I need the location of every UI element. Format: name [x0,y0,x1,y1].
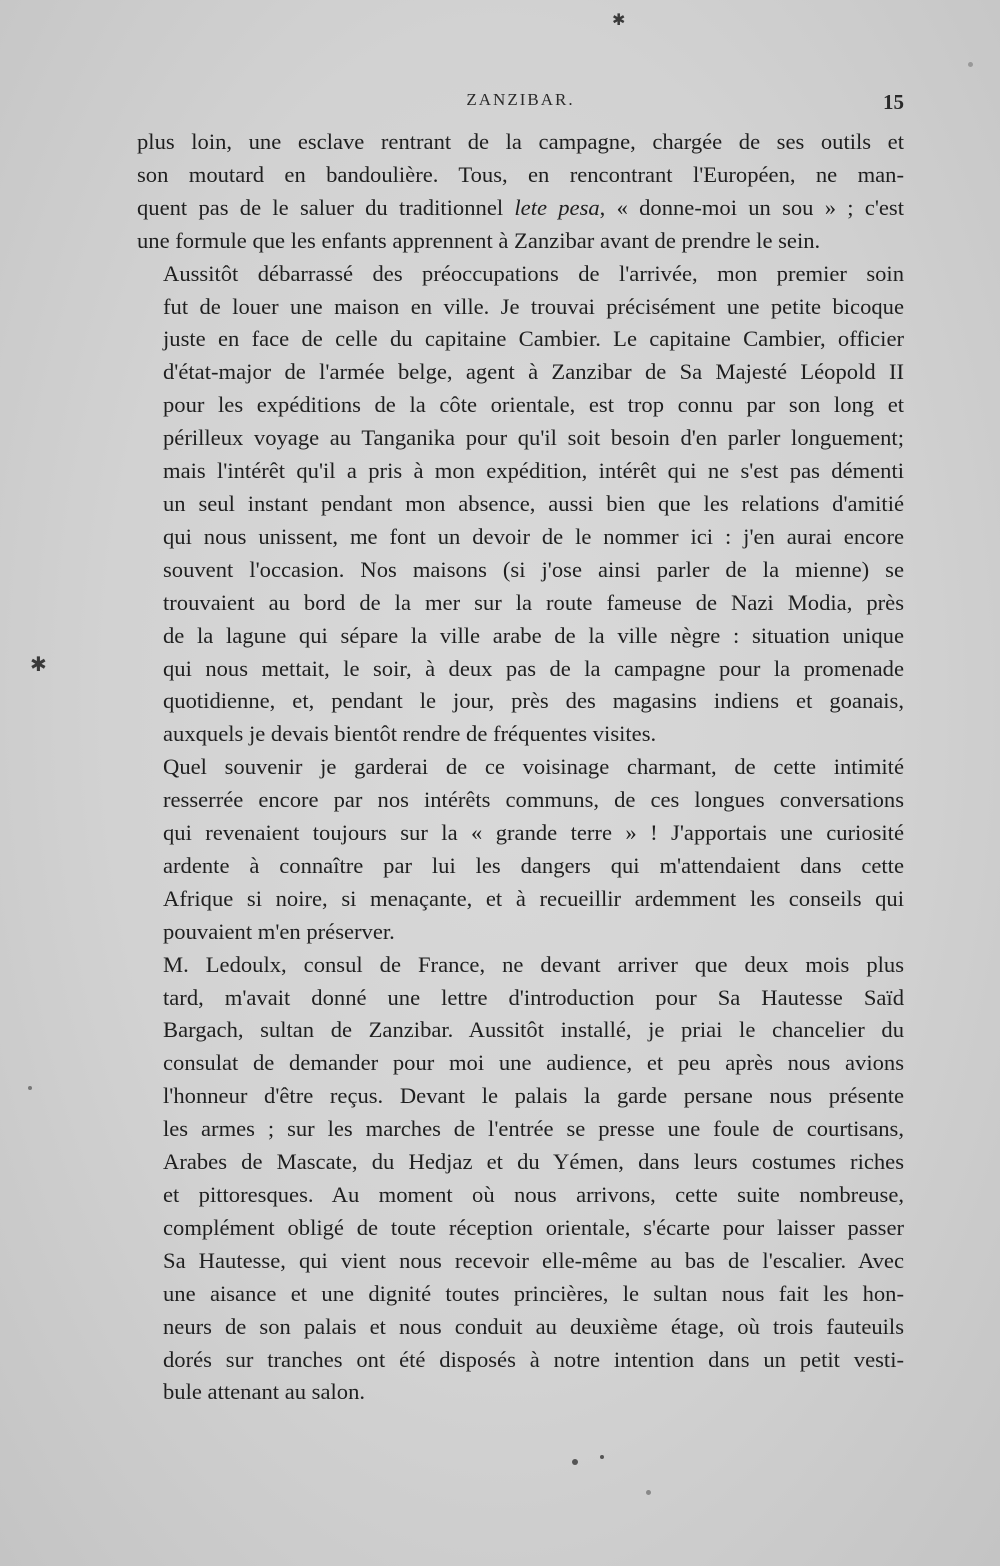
text-line: ardente à connaître par lui les dangers qui m'attendaient dans cette [163,852,904,878]
text-line: qui revenaient toujours sur la « grande terre » ! J'apportais une curiosité [163,820,904,846]
text-line: de la lagune qui sépare la ville arabe de la ville nègre : situation unique [163,622,904,648]
text-line: périlleux voyage au Tanganika pour qu'il soit besoin d'en parler longuement; [163,425,904,451]
page-blemish [600,1455,604,1459]
text-line: juste en face de celle du capitaine Cambier. Le capitaine Cambier, officier [163,326,904,352]
page-blemish [646,1490,651,1495]
paragraph [137,126,904,258]
text-line: l'honneur d'être reçus. Devant le palais la garde persane nous présente [163,1083,904,1109]
page-blemish [968,62,973,67]
text-line: Arabes de Mascate, du Hedjaz et du Yémen, dans leurs costumes riches [163,1149,904,1175]
text-line: qui nous unissent, me font un devoir de le nommer ici : j'en aurai encore [163,523,904,549]
text-line: Sa Hautesse, qui vient nous recevoir elle-même au bas de l'escalier. Avec [163,1247,904,1273]
text-line: une formule que les enfants apprennent à Zanzibar avant de prendre le sein. [137,227,821,253]
paragraph [137,751,904,948]
text-line: pour les expéditions de la côte orientale, est trop connu par son long et [163,392,904,418]
text-line: quotidienne, et, pendant le jour, près des magasins indiens et goanais, [163,688,904,714]
text-line: fut de louer une maison en ville. Je trouvai précisément une petite bicoque [163,293,904,319]
text-line: auxquels je devais bientôt rendre de fréquentes visites. [163,721,657,747]
text-line: Afrique si noire, si menaçante, et à recueillir ardemment les conseils qui [163,885,904,911]
running-title: ZANZIBAR. [466,90,575,109]
text-line: bule attenant au salon. [163,1379,366,1405]
text-line: une aisance et une dignité toutes princières, le sultan nous fait les hon- [163,1280,904,1306]
text-line: quent pas de le saluer du traditionnel lete pesa, « donne-moi un sou » ; c'est [137,194,904,220]
text-line: complément obligé de toute réception orientale, s'écarte pour laisser passer [163,1214,904,1240]
text-line: mais l'intérêt qu'il a pris à mon expédition, intérêt qui ne s'est pas démenti [163,458,904,484]
page-number: 15 [883,90,904,114]
text-line: son moutard en bandoulière. Tous, en rencontrant l'Européen, ne man- [137,161,904,187]
body-text [137,126,904,1409]
page-header [137,90,904,114]
text-line: resserrée encore par nos intérêts communs, de ces longues conversations [163,787,904,813]
page-blemish [28,1086,32,1090]
page-blemish: ✱ [30,652,47,676]
text-line: qui nous mettait, le soir, à deux pas de la campagne pour la promenade [163,655,904,681]
paragraph [137,258,904,752]
text-line: neurs de son palais et nous conduit au deuxième étage, où trois fauteuils [163,1313,904,1339]
text-line: M. Ledoulx, consul de France, ne devant arriver que deux mois plus [163,951,904,977]
text-line: Quel souvenir je garderai de ce voisinage charmant, de cette intimité [163,754,904,780]
page-blemish: ✱ [612,10,626,29]
paragraph [137,949,904,1410]
text-line: plus loin, une esclave rentrant de la campagne, chargée de ses outils et [137,129,904,154]
text-line: tard, m'avait donné une lettre d'introduction pour Sa Hautesse Saïd [163,984,904,1010]
italic-phrase: lete pesa [514,194,600,220]
text-line: dorés sur tranches ont été disposés à notre intention dans un petit vesti- [163,1346,904,1372]
text-line: et pittoresques. Au moment où nous arrivons, cette suite nombreuse, [163,1182,904,1207]
text-line: consulat de demander pour moi une audience, et peu après nous avions [163,1050,904,1076]
text-line: souvent l'occasion. Nos maisons (si j'ose ainsi parler de la mienne) se [163,556,904,582]
text-line: les armes ; sur les marches de l'entrée se presse une foule de courtisans, [163,1116,904,1142]
text-line: d'état-major de l'armée belge, agent à Zanzibar de Sa Majesté Léopold II [163,359,904,385]
text-line: pouvaient m'en préserver. [163,918,395,944]
text-line: Bargach, sultan de Zanzibar. Aussitôt installé, je priai le chancelier du [163,1017,904,1043]
text-line: Aussitôt débarrassé des préoccupations de l'arrivée, mon premier soin [163,260,904,286]
text-line: un seul instant pendant mon absence, aussi bien que les relations d'amitié [163,490,904,516]
page-blemish [572,1459,578,1465]
text-line: trouvaient au bord de la mer sur la route fameuse de Nazi Modia, près [163,589,904,615]
